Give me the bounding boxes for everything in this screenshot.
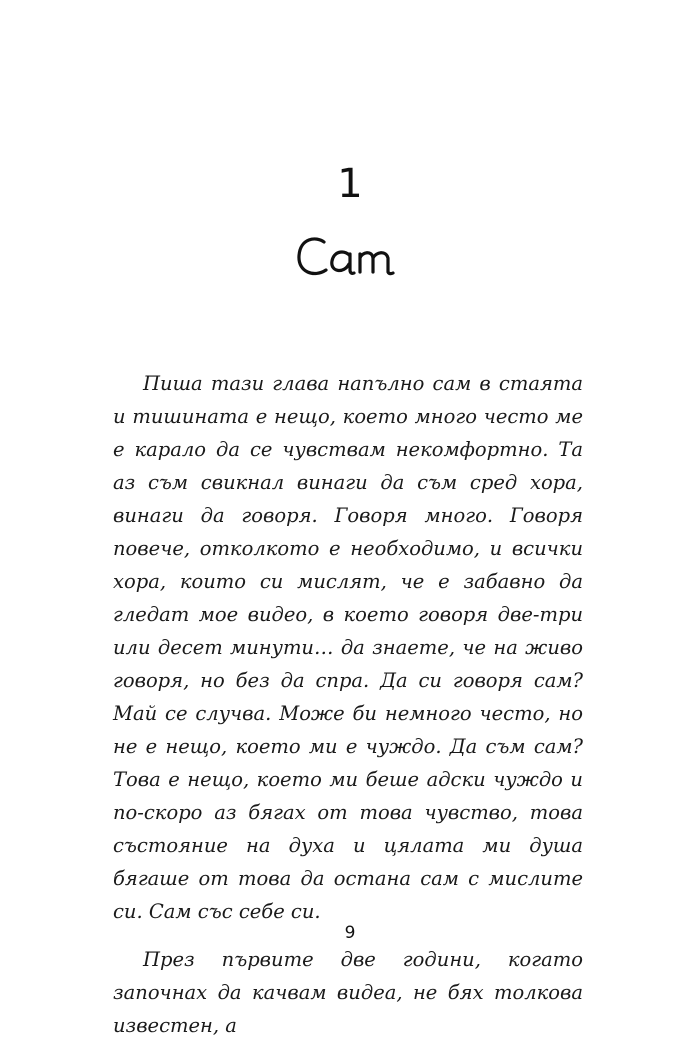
page-number: 9: [344, 923, 356, 943]
paragraph: Пиша тази глава напълно сам в стаята и тишината е нещо, което много често ме е карало да се чувствам некомфортно. Та аз съм свикнал винаги да съм сред хора, винаги да говоря. Говоря много. Говоря повече, отколкото е необходимо, и всички хора, които си мислят, че е забавно да гледат мое видео, в което говоря две-три или десет минути… да знаете, че на живо говоря, но без да спра. Да си говоря сам? Май се случва. Може би немного често, но не е нещо, което ми е чуждо. Да съм сам? Това е нещо, което ми беше адски чуждо и по-скоро аз бягах от това чувство, това състояние на духа и цялата ми душа бягаше от това да остана сам с мислите си. Сам със себе си.: [113, 372, 583, 923]
paragraph: През първите две години, когато започнах да качвам видеа, не бях толкова известен, а: [113, 948, 583, 1037]
chapter-number: 1: [337, 161, 363, 207]
chapter-title: [0, 228, 700, 284]
chapter-title-lettering: [294, 228, 406, 284]
